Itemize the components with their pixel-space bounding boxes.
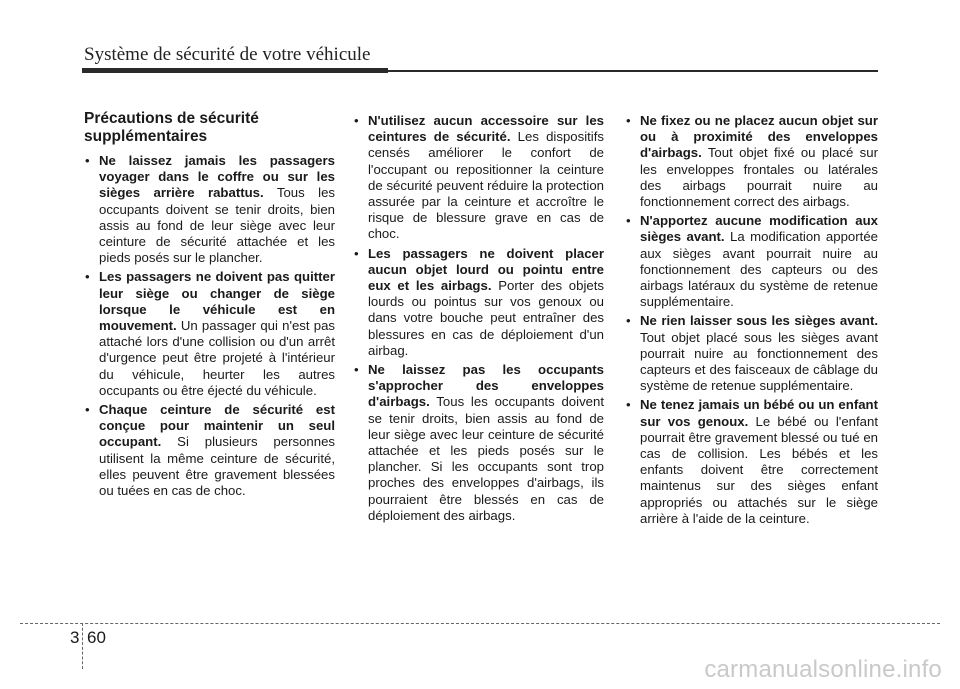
bullet-intro: Les passagers ne doivent placer aucun objet lourd ou pointu entre eux et les airbags. (368, 245, 604, 294)
bullet-item (84, 153, 335, 266)
bullet-item (353, 362, 604, 524)
bullet-dot-icon: • (354, 362, 359, 378)
bullet-dot-icon: • (85, 269, 90, 285)
footer-dashed-divider (82, 623, 83, 669)
header-rule-thick (82, 68, 388, 73)
bullet-intro: Les passagers ne doivent pas quitter leur siège ou changer de siège lorsque le véhicule est en mouvement. (99, 269, 335, 334)
bullet-item (625, 113, 878, 210)
bullet-item (625, 213, 878, 310)
chapter-number: 3 (70, 628, 80, 647)
bullet-text: Tous les occupants doivent se tenir droits, bien assis au fond de leur siège avec leur ceinture de sécurité attachée et les pieds posés sur le plancher. Si les occupants sont trop proches des enveloppes d'airbags, ils pourraient être blessés en cas de déploiement des airbags. (368, 394, 604, 523)
bullet-item (625, 313, 878, 394)
bullet-intro: Ne laissez pas les occupants s'approcher des enveloppes d'airbags. (368, 362, 604, 410)
bullet-text: Tout objet fixé ou placé sur les enveloppes frontales ou latérales des airbags pourrait nuire au fonctionnement correct des airbags. (640, 145, 878, 210)
bullet-intro: N'utilisez aucun accessoire sur les ceintures de sécurité. (368, 113, 604, 145)
bullet-dot-icon: • (626, 213, 631, 229)
bullet-intro: Ne laissez jamais les passagers voyager dans le coffre ou sur les sièges arrière rabattus. (99, 153, 335, 201)
bullet-dot-icon: • (85, 153, 90, 168)
bullet-item (84, 269, 335, 399)
bullet-dot-icon: • (626, 113, 631, 128)
bullet-text: Tous les occupants doivent se tenir droits, bien assis au fond de leur siège avec leur ceinture de sécurité attachée et les pieds posés sur le plancher. (99, 185, 335, 266)
page-number: 60 (87, 628, 106, 647)
bullet-text: Tout objet placé sous les sièges avant pourrait nuire au fonctionnement des capteurs et des faisceaux de câblage du système de retenue supplémentaire. (640, 329, 878, 394)
bullet-intro: Chaque ceinture de sécurité est conçue pour maintenir un seul occupant. (99, 402, 335, 450)
bullet-dot-icon: • (85, 402, 90, 418)
bullet-item (84, 402, 335, 499)
bullet-intro: Ne rien laisser sous les sièges avant. (640, 313, 878, 329)
chapter-title: Système de sécurité de votre véhicule (84, 44, 371, 65)
bullet-intro: Ne tenez jamais un bébé ou un enfant sur vos genoux. (640, 397, 878, 429)
bullet-text: Porter des objets lourds ou pointus sur vos genoux ou dans votre bouche peut entraîner des blessures en cas de déploiement d'un airbag. (368, 278, 604, 358)
bullet-text: La modification apportée aux sièges avant pourrait nuire au fonctionnement des capteurs ou des airbags latéraux du système de retenue supplémentaire. (640, 229, 878, 310)
column-3 (625, 113, 878, 530)
column-2 (353, 113, 604, 527)
section-title: Précautions de sécurité supplémentaires (84, 110, 259, 145)
bullet-text: Un passager qui n'est pas attaché lors d'une collision ou d'un arrêt d'urgence peut être projeté à l'intérieur du véhicule, heurter les autres occupants ou être éjecté du véhicule. (99, 318, 335, 398)
bullet-intro: Ne fixez ou ne placez aucun objet sur ou à proximité des enveloppes d'airbags. (640, 113, 878, 161)
column-1 (84, 110, 335, 502)
bullet-intro: N'apportez aucune modification aux sièges avant. (640, 213, 878, 245)
bullet-text: Le bébé ou l'enfant pourrait être gravement blessé ou tué en cas de collision. Les bébés et les enfants doivent être correctement maintenus sur des sièges enfant appropriés ou attachés sur le siège arrière à l'aide de la ceinture. (640, 413, 878, 526)
bullet-item (625, 397, 878, 527)
watermark: carmanualsonline.info (704, 656, 942, 683)
bullet-dot-icon: • (626, 397, 631, 413)
bullet-item (353, 113, 604, 243)
footer-dashed-rule (20, 623, 940, 624)
bullet-dot-icon: • (626, 313, 631, 329)
bullet-text: Si plusieurs personnes utilisent la même ceinture de sécurité, elles peuvent être gravement blessées ou tuées en cas de choc. (99, 434, 335, 499)
header-rule-thin (388, 70, 878, 72)
bullet-item (353, 246, 604, 359)
bullet-text: Les dispositifs censés améliorer le confort de l'occupant ou repositionner la ceinture de sécurité peuvent réduire la protection assurée par la ceinture et accroître le risque de blessure grave en cas de choc. (368, 129, 604, 242)
bullet-dot-icon: • (354, 113, 359, 128)
bullet-dot-icon: • (354, 245, 359, 261)
